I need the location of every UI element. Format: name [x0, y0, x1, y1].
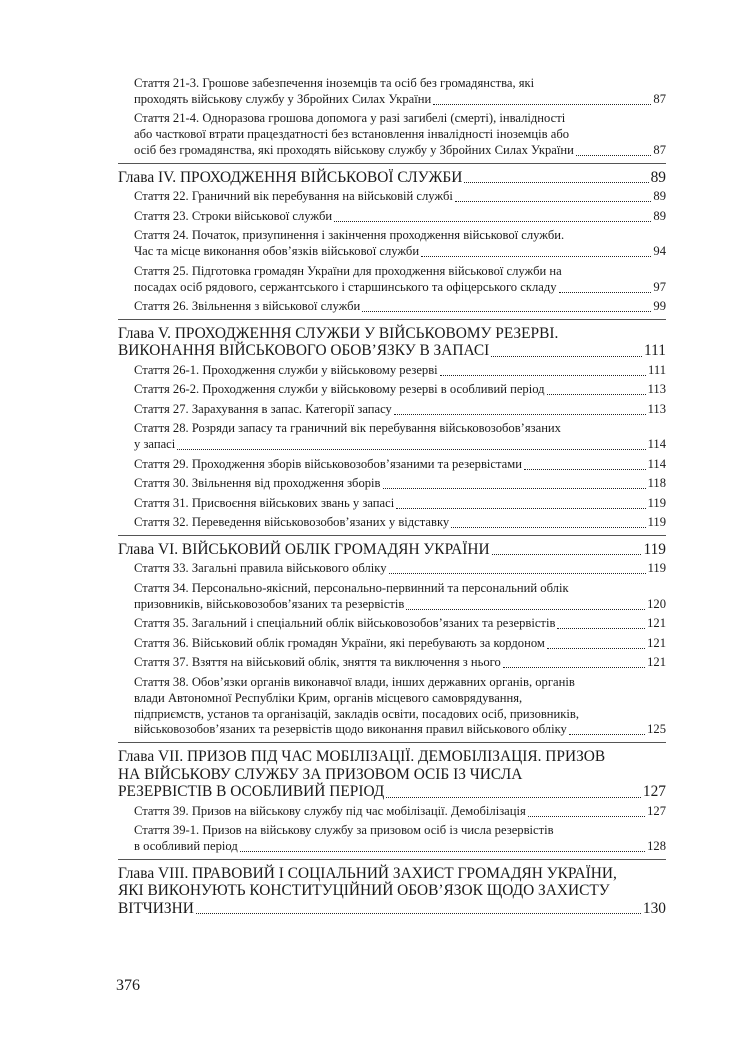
toc-entry-line	[118, 342, 666, 360]
toc-article	[118, 363, 666, 379]
chapter-divider	[118, 859, 666, 860]
dot-leader	[547, 648, 645, 649]
toc-entry-text: влади Автономної Республіки Крим, органів місцевого самоврядування,	[134, 690, 523, 705]
toc-entry-text: Стаття 22. Граничний вік перебування на військовій службі	[134, 189, 453, 204]
toc-article	[118, 636, 666, 652]
toc-page-number: 121	[647, 655, 666, 670]
dot-leader	[389, 573, 646, 574]
toc-article	[118, 675, 666, 739]
toc-article	[118, 496, 666, 512]
toc-entry-text: Стаття 21-3. Грошове забезпечення іноземців та осіб без громадянства, які	[134, 76, 535, 90]
toc-entry-line	[134, 457, 666, 473]
toc-entry-text: ВІТЧИЗНИ	[118, 899, 194, 917]
toc-entry-line	[134, 804, 666, 820]
page-number: 376	[116, 977, 140, 994]
toc-entry-text: Глава VIII. ПРАВОВИЙ І СОЦІАЛЬНИЙ ЗАХИСТ ГРОМАДЯН УКРАЇНИ,	[118, 864, 617, 882]
dot-leader	[492, 554, 642, 555]
toc-chapter	[118, 541, 666, 559]
dot-leader	[406, 609, 645, 610]
chapter-divider	[118, 163, 666, 164]
toc-entry-text: призовників, військовозобов’язаних та резервістів	[134, 596, 405, 611]
toc-entry-text: Стаття 27. Зарахування в запас. Категорії запасу	[134, 401, 392, 416]
toc-entry-text: Стаття 21-4. Одноразова грошова допомога у разі загибелі (смерті), інвалідності	[134, 111, 566, 126]
toc-entry-line	[134, 636, 666, 652]
toc-article	[118, 616, 666, 632]
toc-entry-text: Стаття 32. Переведення військовозобов’язаних у відставку	[134, 515, 450, 530]
toc-entry-text: Стаття 26-1. Проходження служби у військовому резерві	[134, 362, 438, 377]
toc-entry-line	[134, 382, 666, 398]
toc-article	[118, 189, 666, 205]
toc-entry-text: Стаття 29. Проходження зборів військовозобов’язаними та резервістами	[134, 456, 522, 471]
toc-entry-text: Глава VII. ПРИЗОВ ПІД ЧАС МОБІЛІЗАЦІЇ. ДЕМОБІЛІЗАЦІЯ. ПРИЗОВ	[118, 747, 606, 765]
toc-entry-text: Стаття 24. Початок, призупинення і закінчення проходження військової служби.	[134, 228, 565, 243]
toc-entry-text: РЕЗЕРВІСТІВ В ОСОБЛИВИЙ ПЕРІОД	[118, 783, 385, 801]
toc-page-number: 121	[647, 616, 666, 631]
toc-entry-text: у запасі	[134, 437, 176, 452]
toc-article	[118, 264, 666, 296]
toc-entry-line	[134, 402, 666, 418]
toc-page-number: 130	[642, 899, 666, 917]
dot-leader	[394, 414, 646, 415]
dot-leader	[451, 527, 645, 528]
toc-article	[118, 804, 666, 820]
toc-page-number: 97	[653, 279, 666, 294]
toc-entry-text: Стаття 25. Підготовка громадян України для проходження військової служби на	[134, 263, 562, 278]
toc-entry-line	[118, 541, 666, 559]
toc-article	[118, 299, 666, 315]
toc-page-number: 119	[647, 515, 666, 530]
toc-entry-line	[134, 363, 666, 379]
toc-entry-text: Стаття 30. Звільнення від проходження зборів	[134, 476, 381, 491]
toc-article	[118, 228, 666, 260]
dot-leader	[396, 508, 645, 509]
toc-entry-text: посадах осіб рядового, сержантського і старшинського та офіцерського складу	[134, 279, 557, 294]
toc-entry-text: Стаття 31. Присвоєння військових звань у запасі	[134, 495, 395, 510]
toc-entry-text: Стаття 34. Персонально-якісний, персонально-первинний та персональний облік	[134, 580, 569, 595]
toc-entry-line	[118, 783, 666, 801]
toc-entry-text: НА ВІЙСЬКОВУ СЛУЖБУ ЗА ПРИЗОВОМ ОСІБ ІЗ ЧИСЛА	[118, 765, 523, 783]
toc-page-number: 128	[647, 839, 666, 854]
toc-entry-text: Стаття 26-2. Проходження служби у військовому резерві в особливий період	[134, 382, 545, 397]
toc-entry-text: Стаття 26. Звільнення з військової служби	[134, 299, 361, 314]
dot-leader	[383, 488, 646, 489]
toc-article	[118, 655, 666, 671]
dot-leader	[240, 851, 645, 852]
toc-article	[118, 561, 666, 577]
dot-leader	[503, 667, 645, 668]
toc-entry-line	[134, 244, 666, 260]
toc-article	[118, 581, 666, 613]
toc-page-number: 125	[647, 722, 666, 737]
toc-entry-text: ВИКОНАННЯ ВІЙСЬКОВОГО ОБОВ’ЯЗКУ В ЗАПАСІ	[118, 342, 490, 360]
toc-entry-text: Стаття 35. Загальний і спеціальний облік військовозобов’язаних та резервістів	[134, 616, 556, 631]
toc-entry-line	[134, 476, 666, 492]
dot-leader	[455, 201, 652, 202]
toc-page-number: 113	[647, 401, 666, 416]
toc-entry-line	[134, 189, 666, 205]
toc-article	[118, 823, 666, 855]
toc-entry-text: Глава VI. ВІЙСЬКОВИЙ ОБЛІК ГРОМАДЯН УКРАЇНИ	[118, 540, 490, 558]
dot-leader	[464, 182, 648, 183]
toc-entry-text: ЯКІ ВИКОНУЮТЬ КОНСТИТУЦІЙНИЙ ОБОВ’ЯЗОК ЩОДО ЗАХИСТУ	[118, 882, 610, 900]
toc-article	[118, 111, 666, 159]
toc-entry-text: в особливий період	[134, 839, 238, 854]
dot-leader	[362, 311, 651, 312]
toc-page-number: 111	[644, 342, 666, 360]
toc-entry-line	[134, 655, 666, 671]
toc-article	[118, 402, 666, 418]
dot-leader	[433, 104, 651, 105]
toc-article	[118, 76, 666, 108]
toc-article	[118, 421, 666, 453]
dot-leader	[547, 394, 646, 395]
dot-leader	[421, 256, 651, 257]
dot-leader	[386, 797, 641, 798]
dot-leader	[559, 292, 652, 293]
toc-entry-text: Стаття 38. Обов’язки органів виконавчої влади, інших державних органів, органів	[134, 674, 575, 689]
toc-entry-text: Стаття 36. Військовий облік громадян України, які перебувають за кордоном	[134, 635, 545, 650]
toc-entry-text: Стаття 39-1. Призов на військову службу за призовом осіб із числа резервістів	[134, 823, 554, 838]
dot-leader	[576, 155, 652, 156]
toc-article	[118, 457, 666, 473]
toc-entry-line	[134, 209, 666, 225]
toc-entry-line	[134, 437, 666, 453]
toc-page-number: 87	[653, 91, 666, 106]
chapter-divider	[118, 742, 666, 743]
toc-entry-text: або часткової втрати працездатності без встановлення інвалідності іноземців або	[134, 127, 570, 142]
toc-entry-text: проходять військову службу у Збройних Силах України	[134, 91, 432, 106]
toc-entry-line	[134, 299, 666, 315]
toc-page-number: 89	[653, 189, 666, 204]
toc-article	[118, 515, 666, 531]
toc-article	[118, 476, 666, 492]
toc-entry-text: Стаття 37. Взяття на військовий облік, зняття та виключення з нього	[134, 655, 501, 670]
dot-leader	[491, 356, 642, 357]
dot-leader	[557, 628, 645, 629]
toc-entry-line	[134, 280, 666, 296]
toc-entry-text: Стаття 33. Загальні правила військового обліку	[134, 561, 387, 576]
toc-page-number: 119	[647, 561, 666, 576]
table-of-contents	[118, 76, 666, 920]
toc-article	[118, 382, 666, 398]
toc-entry-line	[134, 839, 666, 855]
toc-entry-line	[118, 900, 666, 918]
toc-page-number: 127	[642, 783, 666, 801]
dot-leader	[440, 375, 646, 376]
dot-leader	[524, 469, 646, 470]
toc-entry-text: Глава V. ПРОХОДЖЕННЯ СЛУЖБИ У ВІЙСЬКОВОМУ РЕЗЕРВІ.	[118, 324, 559, 342]
toc-entry-line	[118, 169, 666, 187]
toc-article	[118, 209, 666, 225]
toc-chapter	[118, 325, 666, 360]
toc-page-number: 89	[650, 168, 666, 186]
toc-page-number: 89	[653, 208, 666, 223]
toc-chapter	[118, 865, 666, 918]
toc-page-number: 118	[647, 476, 666, 491]
toc-entry-line	[134, 515, 666, 531]
toc-page-number: 114	[647, 437, 666, 452]
toc-entry-line	[134, 496, 666, 512]
toc-entry-line	[134, 616, 666, 632]
dot-leader	[334, 221, 651, 222]
dot-leader	[177, 449, 645, 450]
toc-chapter	[118, 748, 666, 801]
toc-page-number: 121	[647, 635, 666, 650]
toc-entry-text: осіб без громадянства, які проходять військову службу у Збройних Силах України	[134, 143, 574, 158]
toc-entry-line	[134, 143, 666, 159]
toc-page-number: 114	[647, 456, 666, 471]
toc-entry-text: Стаття 28. Розряди запасу та граничний вік перебування військовозобов’язаних	[134, 421, 561, 436]
toc-page-number: 119	[647, 495, 666, 510]
toc-entry-line	[134, 92, 666, 108]
dot-leader	[528, 816, 645, 817]
dot-leader	[569, 734, 645, 735]
toc-page-number: 99	[653, 299, 666, 314]
toc-entry-line	[134, 561, 666, 577]
toc-page-number: 111	[648, 362, 666, 377]
dot-leader	[196, 913, 641, 914]
toc-page-number: 87	[653, 143, 666, 158]
toc-entry-text: військовозобов’язаних та резервістів щодо виконання правил військового обліку	[134, 722, 567, 737]
toc-entry-line	[134, 722, 666, 738]
toc-page-number: 120	[647, 596, 666, 611]
toc-entry-text: Стаття 23. Строки військової служби	[134, 208, 333, 223]
chapter-divider	[118, 319, 666, 320]
toc-entry-text: Глава IV. ПРОХОДЖЕННЯ ВІЙСЬКОВОЇ СЛУЖБИ	[118, 168, 463, 186]
toc-page-number: 119	[643, 540, 666, 558]
toc-entry-text: підприємств, установ та організацій, закладів освіти, посадових осіб, призовників,	[134, 706, 580, 721]
toc-chapter	[118, 169, 666, 187]
toc-page-number: 113	[647, 382, 666, 397]
toc-entry-text: Час та місце виконання обов’язків військової служби	[134, 244, 420, 259]
toc-entry-text: Стаття 39. Призов на військову службу під час мобілізації. Демобілізація	[134, 803, 526, 818]
toc-page-number: 127	[647, 803, 666, 818]
toc-page-number: 94	[653, 244, 666, 259]
chapter-divider	[118, 535, 666, 536]
toc-entry-line	[134, 597, 666, 613]
